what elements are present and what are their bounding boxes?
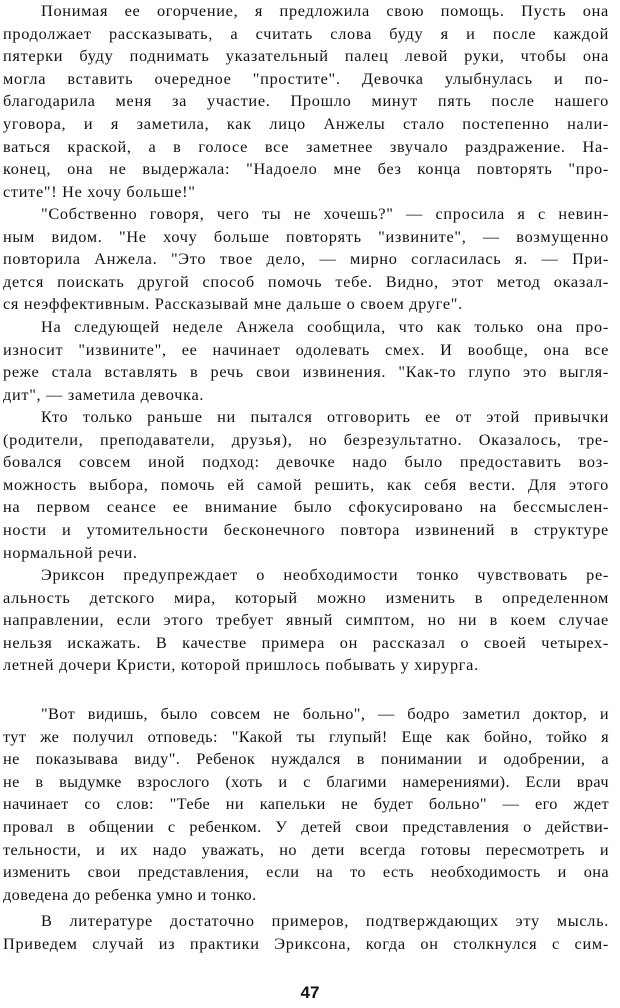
text-line: тут же получил отповедь: "Какой ты глупый! Еще как бойно, тойко я bbox=[3, 726, 609, 746]
paragraph-2 bbox=[3, 203, 609, 316]
text-line: ся неэффективным. Рассказывай мне дальше о своем друге". bbox=[3, 294, 463, 314]
text-line: можность выбора, помочь ей самой решить, как себя вести. Для этого bbox=[3, 474, 609, 494]
text-line: дит", — заметила девочка. bbox=[3, 384, 205, 404]
paragraph-6 bbox=[3, 703, 609, 906]
text-line: на первом сеансе ее внимание было сфокусировано на бессмыслен- bbox=[3, 497, 609, 517]
text-line: доведена до ребенка умно и тонко. bbox=[3, 884, 257, 904]
text-line: летней дочери Кристи, которой пришлось побывать у хирурга. bbox=[3, 655, 479, 675]
text-line: (родители, преподаватели, друзья), но безрезультатно. Оказалось, тре- bbox=[3, 429, 609, 449]
text-line: пятерки буду поднимать указательный палец левой руки, чтобы она bbox=[3, 46, 609, 66]
text-line: начинает со слов: "Тебе ни капельки не будет больно" — его ждет bbox=[3, 794, 609, 814]
paragraph-1 bbox=[3, 0, 609, 203]
text-line: уговора, и я заметила, как лицо Анжелы стало постепенно нали- bbox=[3, 113, 609, 133]
text-line: продолжает рассказывать, а считать слова буду я и после каждой bbox=[3, 23, 609, 43]
paragraph-5 bbox=[3, 564, 609, 677]
text-line: тельности, и их надо уважать, но дети всегда готовы пересмотреть и bbox=[3, 839, 609, 859]
text-line: "Собственно говоря, чего ты не хочешь?" — спросила я с невин- bbox=[41, 204, 609, 223]
text-line: дется поискать другой способ помочь тебе. Видно, этот метод оказал- bbox=[3, 271, 609, 291]
text-line: изменить свои представления, если на то есть необходимость и она bbox=[3, 862, 609, 882]
text-line: альность детского мира, который можно изменить в определенном bbox=[3, 587, 609, 607]
text-line: стите"! Не хочу больше!" bbox=[3, 181, 196, 201]
text-line: Понимая ее огорчение, я предложила свою помощь. Пусть она bbox=[41, 1, 609, 20]
text-line: ности и утомительности бесконечного повтора извинений в структуре bbox=[3, 519, 609, 539]
text-line: ваться краской, а в голосе все заметнее звучало раздражение. На- bbox=[3, 136, 609, 156]
text-line: могла вставить очередное "простите". Девочка улыбнулась и по- bbox=[3, 68, 609, 88]
text-line: износит "извините", ее начинает одолевать смех. И вообще, она все bbox=[3, 339, 609, 359]
text-line: нормальной речи. bbox=[3, 542, 138, 562]
text-line: благодарила меня за участие. Прошло минут пять после нашего bbox=[3, 91, 609, 111]
text-line: конец, она не выдержала: "Надоело мне без конца повторять "про- bbox=[3, 159, 609, 179]
text-line: Эриксон предупреждает о необходимости тонко чувствовать ре- bbox=[41, 565, 609, 584]
paragraph-3 bbox=[3, 316, 609, 406]
text-line: не в выдумке взрослого (хоть и с благими намерениями). Если врач bbox=[3, 771, 609, 791]
text-line: направлении, если этого требует явный симптом, но ни в коем случае bbox=[3, 610, 609, 630]
paragraph-4 bbox=[3, 406, 609, 564]
text-line: На следующей неделе Анжела сообщила, что как только она про- bbox=[41, 317, 609, 336]
text-line: провал в общении с ребенком. У детей свои представления о действи- bbox=[3, 816, 609, 836]
text-line: Кто только раньше ни пытался отговорить ее от этой привычки bbox=[41, 407, 609, 426]
text-line: "Вот видишь, было совсем не больно", — бодро заметил доктор, и bbox=[41, 704, 609, 723]
page-number: 47 bbox=[300, 983, 320, 1002]
text-line: Приведем случай из практики Эриксона, когда он столкнулся с сим- bbox=[3, 933, 609, 953]
text-line: повторила Анжела. "Это твое дело, — мирно согласилась я. — При- bbox=[3, 249, 609, 269]
text-line: не показывава виду". Ребенок нуждался в понимании и одобрении, а bbox=[3, 749, 609, 769]
text-line: реже стала вставлять в речь свои извинения. "Как-то глупо это выгля- bbox=[3, 362, 609, 382]
text-line: В литературе достаточно примеров, подтверждающих эту мысль. bbox=[41, 911, 609, 930]
text-line: бовался совсем иной подход: девочке надо было предоставить воз- bbox=[3, 452, 609, 472]
paragraph-7 bbox=[3, 910, 609, 955]
text-line: ным видом. "Не хочу больше повторять "извините", — возмущенно bbox=[3, 226, 609, 246]
text-line: нельзя искажать. В качестве примера он рассказал о своей четырех- bbox=[3, 632, 609, 652]
